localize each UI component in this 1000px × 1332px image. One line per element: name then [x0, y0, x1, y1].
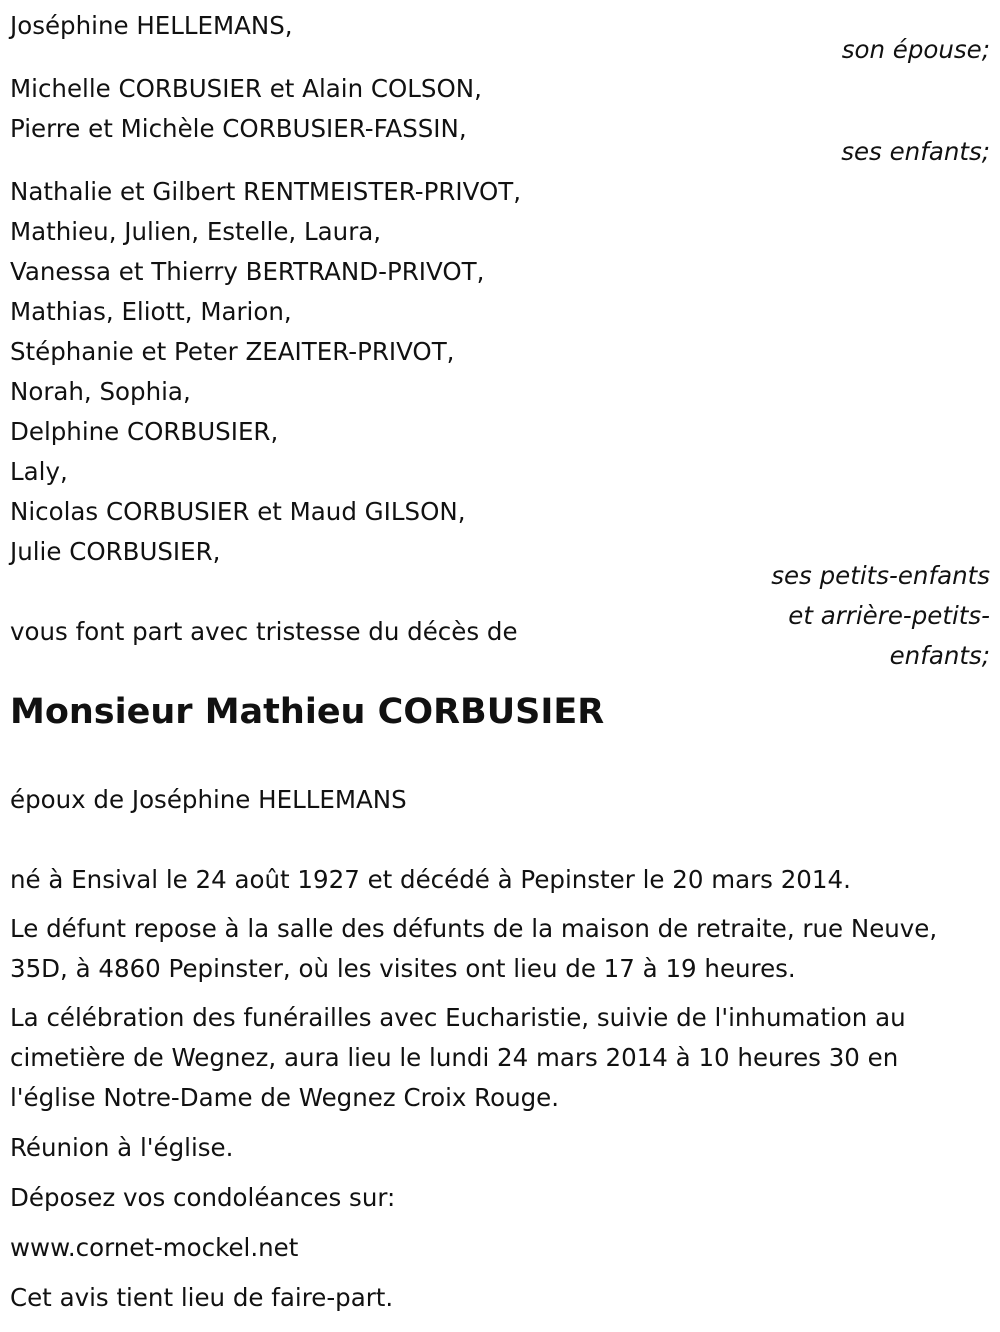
grandchild-line: Mathieu, Julien, Estelle, Laura, — [10, 217, 382, 246]
spouse-of-text: époux de Joséphine HELLEMANS — [10, 785, 407, 814]
grandchild-line: Norah, Sophia, — [10, 377, 191, 406]
child-line: Pierre et Michèle CORBUSIER-FASSIN, — [10, 114, 467, 143]
condolences-paragraph: Déposez vos condoléances sur: — [10, 1183, 396, 1212]
grandchild-line: Nathalie et Gilbert RENTMEISTER-PRIVOT, — [10, 177, 522, 206]
grandchildren-role-line: enfants; — [889, 641, 990, 670]
deceased-name: Monsieur Mathieu CORBUSIER — [10, 692, 605, 732]
birth-death-paragraph: né à Ensival le 24 août 1927 et décédé à Pepinster le 20 mars 2014. — [10, 865, 851, 894]
grandchild-line: Julie CORBUSIER, — [10, 537, 221, 566]
grandchild-line: Stéphanie et Peter ZEAITER-PRIVOT, — [10, 337, 455, 366]
grandchild-line: Laly, — [10, 457, 68, 486]
visitation-paragraph: Le défunt repose à la salle des défunts de la maison de retraite, rue Neuve, 35D, à 4860 Pepinster, où les visites ont lieu de 17 à 19 heures. — [10, 914, 938, 983]
spouse-name: Joséphine HELLEMANS, — [10, 11, 293, 40]
announcement-text: vous font part avec tristesse du décès de — [10, 617, 518, 646]
grandchild-line: Vanessa et Thierry BERTRAND-PRIVOT, — [10, 257, 485, 286]
funeral-paragraph: La célébration des funérailles avec Eucharistie, suivie de l'inhumation au cimetière de Wegnez, aura lieu le lundi 24 mars 2014 à 10 heures 30 en l'église Notre-Dame de Wegnez Croix Rouge. — [10, 1003, 906, 1112]
spouse-role: son épouse; — [841, 35, 990, 64]
grandchildren-role-line: ses petits-enfants — [771, 561, 990, 590]
child-line: Michelle CORBUSIER et Alain COLSON, — [10, 74, 482, 103]
reunion-paragraph: Réunion à l'église. — [10, 1133, 234, 1162]
grandchildren-role-line: et arrière-petits- — [788, 601, 990, 630]
grandchild-line: Mathias, Eliott, Marion, — [10, 297, 292, 326]
condolences-link[interactable]: www.cornet-mockel.net — [10, 1233, 299, 1262]
grandchild-line: Delphine CORBUSIER, — [10, 417, 279, 446]
children-role: ses enfants; — [841, 137, 990, 166]
closing-paragraph: Cet avis tient lieu de faire-part. — [10, 1283, 394, 1312]
grandchild-line: Nicolas CORBUSIER et Maud GILSON, — [10, 497, 466, 526]
